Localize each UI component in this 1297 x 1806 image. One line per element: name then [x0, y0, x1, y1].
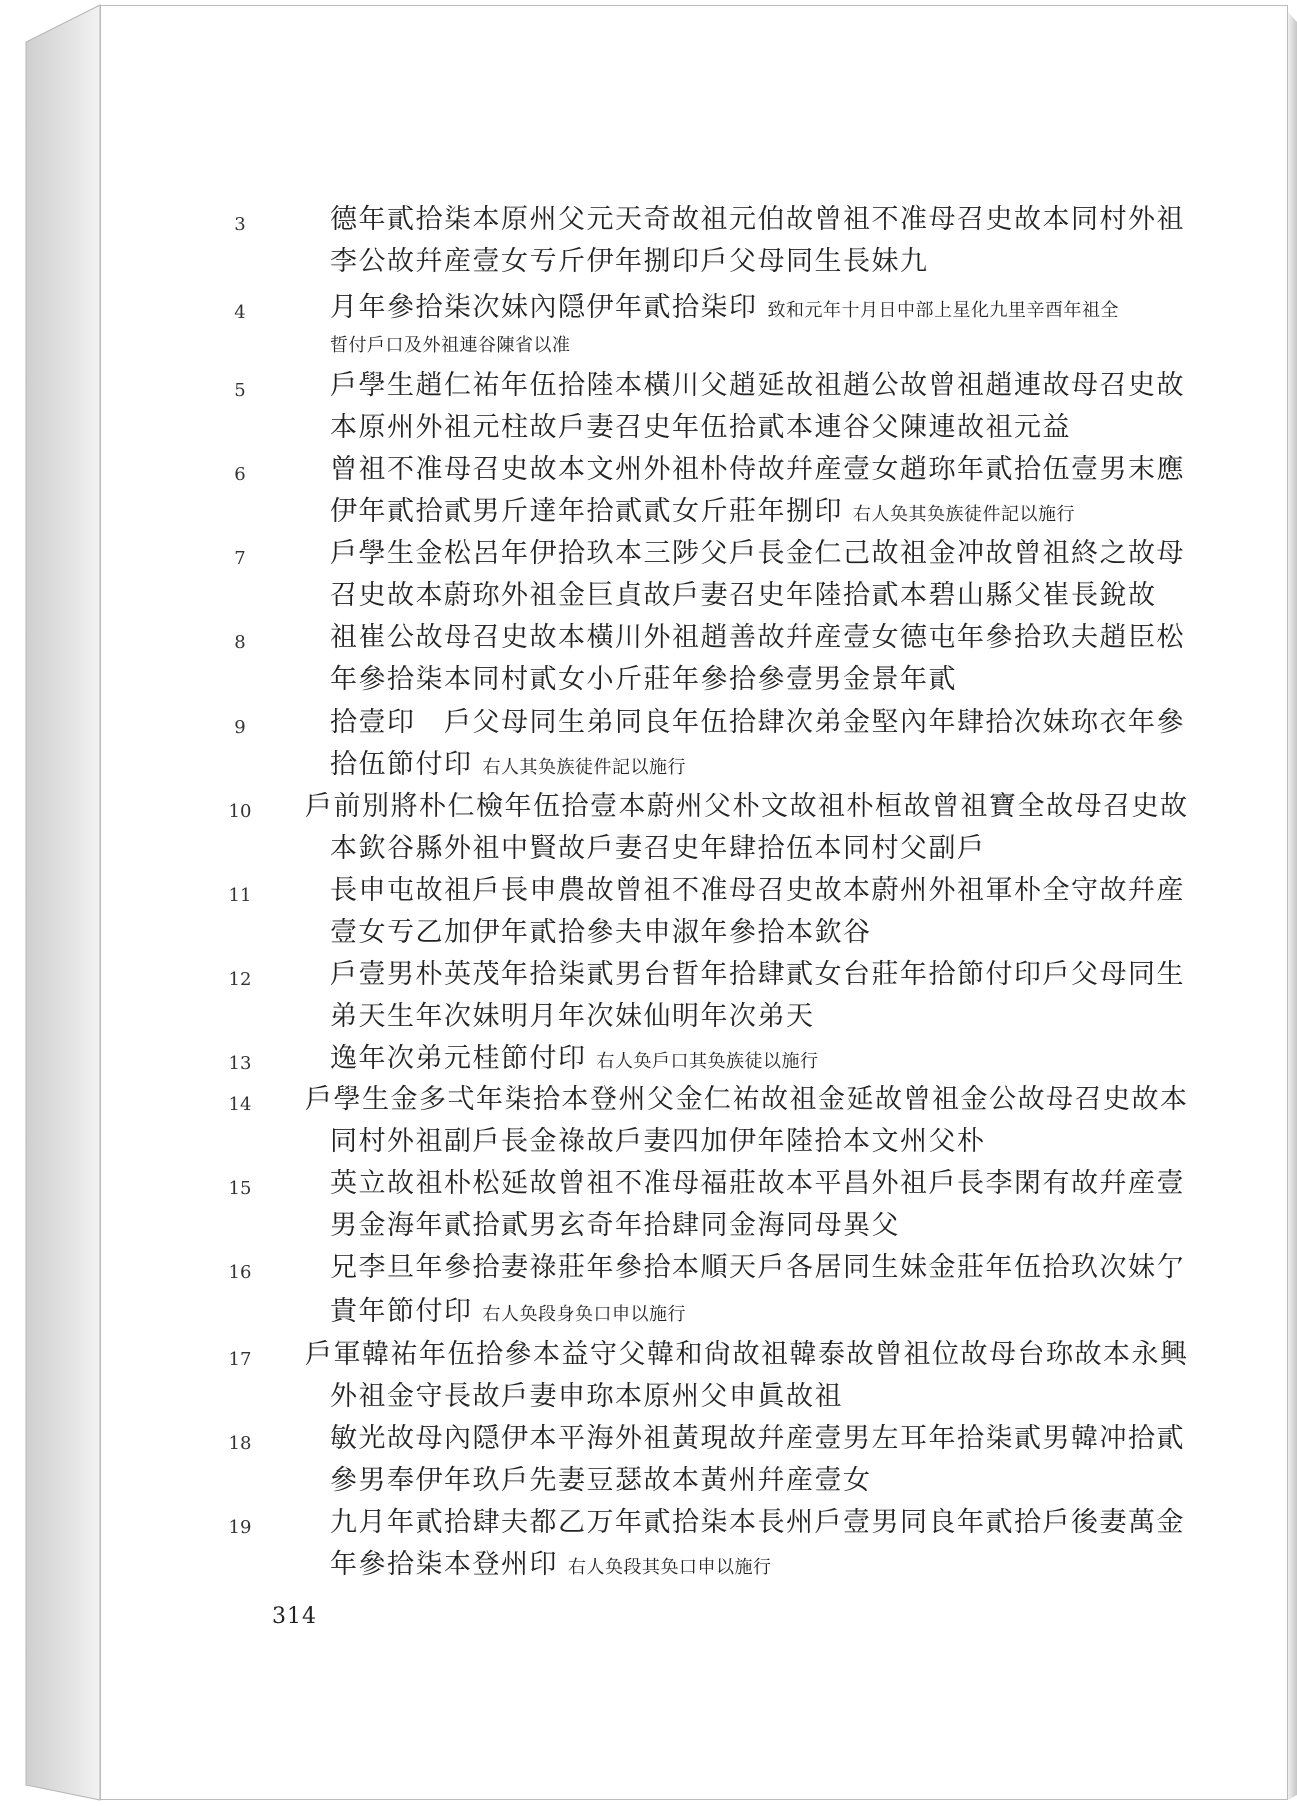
line-number: 8	[234, 632, 246, 653]
line-text: 戶軍韓祐年伍拾參本益守父韓和尙故祖韓泰故曾祖位故母台珎故本永興	[305, 1339, 1189, 1370]
entry-16	[210, 1248, 1185, 1288]
line-number: 14	[228, 1094, 252, 1115]
line-text: 年參拾柒本同村貳女小斤莊年參拾參壹男金景年貳	[330, 664, 957, 695]
line-text: 祖崔公故母召史故本橫川外祖趙善故幷産壹女德屯年參拾玖夫趙臣松	[330, 622, 1185, 653]
line-number: 6	[234, 464, 246, 485]
entry-5	[210, 366, 1185, 406]
entry-15-cont	[210, 1206, 1170, 1246]
line-text: 月年參拾柒次妹內隠伊年貳拾柒印	[330, 292, 758, 323]
line-text: 參男奉伊年玖戶先妻豆瑟故本黃州幷産壹女	[330, 1465, 872, 1496]
line-text: 戶前別將朴仁檢年伍拾壹本蔚州父朴文故祖朴桓故曾祖寶全故母召史故	[305, 791, 1189, 822]
entry-6	[210, 450, 1185, 490]
line-text: 拾壹印 戶父母同生弟同良年伍拾肆次弟金堅內年肆拾次妹珎衣年參	[330, 707, 1185, 738]
line-number: 16	[228, 1262, 252, 1283]
entry-6-cont	[210, 492, 1170, 532]
entry-7	[210, 534, 1185, 574]
entry-10-cont	[210, 829, 1170, 869]
entry-7-cont	[210, 576, 1170, 616]
line-text: 九月年貳拾肆夫都乙万年貳拾柒本長州戶壹男同良年貳拾戶後妻萬金	[330, 1507, 1185, 1538]
line-text: 壹女亐乙加伊年貳拾參夫申淑年參拾本欽谷	[330, 917, 872, 948]
line-number: 10	[228, 801, 252, 822]
entry-8	[210, 618, 1185, 658]
line-text: 長申屯故祖戶長申農故曾祖不准母召史故本蔚州外祖軍朴全守故幷産	[330, 875, 1185, 906]
line-number: 17	[228, 1349, 252, 1370]
line-annotation: 右人奂段其奂口申以施行	[568, 1557, 772, 1578]
line-text: 逸年次弟元桂節付印	[330, 1043, 587, 1074]
line-annotation: 右人奂段身奂口申以施行	[482, 1304, 686, 1325]
entry-3	[210, 200, 1185, 240]
line-text: 戶學生金松呂年伊拾玖本三陟父戶長金仁己故祖金冲故曾祖終之故母	[330, 538, 1185, 569]
entry-11-cont	[210, 913, 1170, 953]
line-annotation: 致和元年十月日中部上星化九里辛酉年祖全	[767, 300, 1119, 321]
line-number: 15	[228, 1178, 252, 1199]
entry-3-cont	[210, 242, 1170, 282]
line-annotation: 右人奂戶口其奂族徒以施行	[596, 1051, 819, 1072]
line-text: 李公故幷産壹女亐斤伊年捌印戶父母同生長妹九	[330, 246, 929, 277]
line-number: 18	[228, 1433, 252, 1454]
line-number: 9	[234, 717, 246, 738]
entry-9	[210, 703, 1185, 743]
line-text: 外祖金守長故戶妻申珎本原州父申眞故祖	[330, 1381, 843, 1412]
entry-18	[210, 1419, 1185, 1459]
line-text: 貴年節付印	[330, 1296, 473, 1327]
line-number: 11	[228, 885, 252, 906]
line-text: 英立故祖朴松延故曾祖不准母福莊故本平昌外祖戶長李閑有故幷産壹	[330, 1168, 1185, 1199]
page-number: 314	[272, 1604, 317, 1629]
line-number: 5	[234, 380, 246, 401]
entry-14	[210, 1080, 1189, 1120]
line-text: 同村外祖副戶長金祿故戶妻四加伊年陸拾本文州父朴	[330, 1126, 986, 1157]
entry-17	[210, 1335, 1189, 1375]
entry-12-cont	[210, 997, 1170, 1037]
line-text: 戶學生金多弌年柒拾本登州父金仁祐故祖金延故曾祖金公故母召史故本	[305, 1084, 1189, 1115]
line-annotation: 右人奂其奂族徒件記以施行	[853, 504, 1075, 525]
entry-4-cont	[210, 326, 1170, 366]
entry-19-cont	[210, 1545, 1170, 1585]
line-number: 13	[228, 1053, 252, 1074]
line-text: 戶壹男朴英茂年拾柒貳男台晢年拾肆貳女台莊年拾節付印戶父母同生	[330, 959, 1185, 990]
line-text: 德年貳拾柒本原州父元天奇故祖元伯故曾祖不准母召史故本同村外祖	[330, 204, 1185, 235]
line-text: 敏光故母內隠伊本平海外祖黃現故幷産壹男左耳年拾柒貳男韓冲拾貳	[330, 1423, 1185, 1454]
line-text: 兄李旦年參拾妻祿莊年參拾本順天戶各居同生妹金莊年伍拾玖次妹亇	[330, 1252, 1185, 1283]
line-number: 7	[234, 548, 246, 569]
line-text: 戶學生趙仁祐年伍拾陸本橫川父趙延故祖趙公故曾祖趙連故母召史故	[330, 370, 1185, 401]
line-text: 男金海年貳拾貳男玄奇年拾肆同金海同母異父	[330, 1210, 900, 1241]
line-text: 年參拾柒本登州印	[330, 1549, 558, 1580]
entry-13	[210, 1039, 1170, 1079]
line-text: 本欽谷縣外祖中賢故戶妻召史年肆拾伍本同村父副戶	[330, 833, 986, 864]
entry-16-cont	[210, 1292, 1170, 1332]
entry-9-cont	[210, 745, 1170, 785]
entry-4	[210, 288, 1170, 328]
line-annotation: 晢付戶口及外祖連谷陳省以准	[330, 335, 571, 356]
entry-11	[210, 871, 1185, 911]
line-text: 拾伍節付印	[330, 749, 473, 780]
entry-5-cont	[210, 408, 1170, 448]
entry-14-cont	[210, 1122, 1170, 1162]
line-number: 19	[228, 1517, 252, 1538]
line-number: 12	[228, 969, 252, 990]
line-text: 弟天生年次妹明月年次妹仙明年次弟天	[330, 1001, 815, 1032]
entry-8-cont	[210, 660, 1170, 700]
entry-15	[210, 1164, 1185, 1204]
line-text: 本原州外祖元柱故戶妻召史年伍拾貳本連谷父陳連故祖元益	[330, 412, 1071, 443]
line-text: 伊年貳拾貳男斤達年拾貳貳女斤莊年捌印	[330, 496, 843, 527]
line-annotation: 右人其奂族徒件記以施行	[482, 757, 686, 778]
line-text: 召史故本蔚珎外祖金巨貞故戶妻召史年陸拾貳本碧山縣父崔長銳故	[330, 580, 1157, 611]
line-number: 3	[234, 214, 246, 235]
entry-19	[210, 1503, 1185, 1543]
entry-18-cont	[210, 1461, 1170, 1501]
entry-12	[210, 955, 1185, 995]
line-number: 4	[234, 302, 246, 323]
line-text: 曾祖不准母召史故本文州外祖朴侍故幷産壹女趙珎年貳拾伍壹男末應	[330, 454, 1185, 485]
entry-17-cont	[210, 1377, 1170, 1417]
entry-10	[210, 787, 1189, 827]
